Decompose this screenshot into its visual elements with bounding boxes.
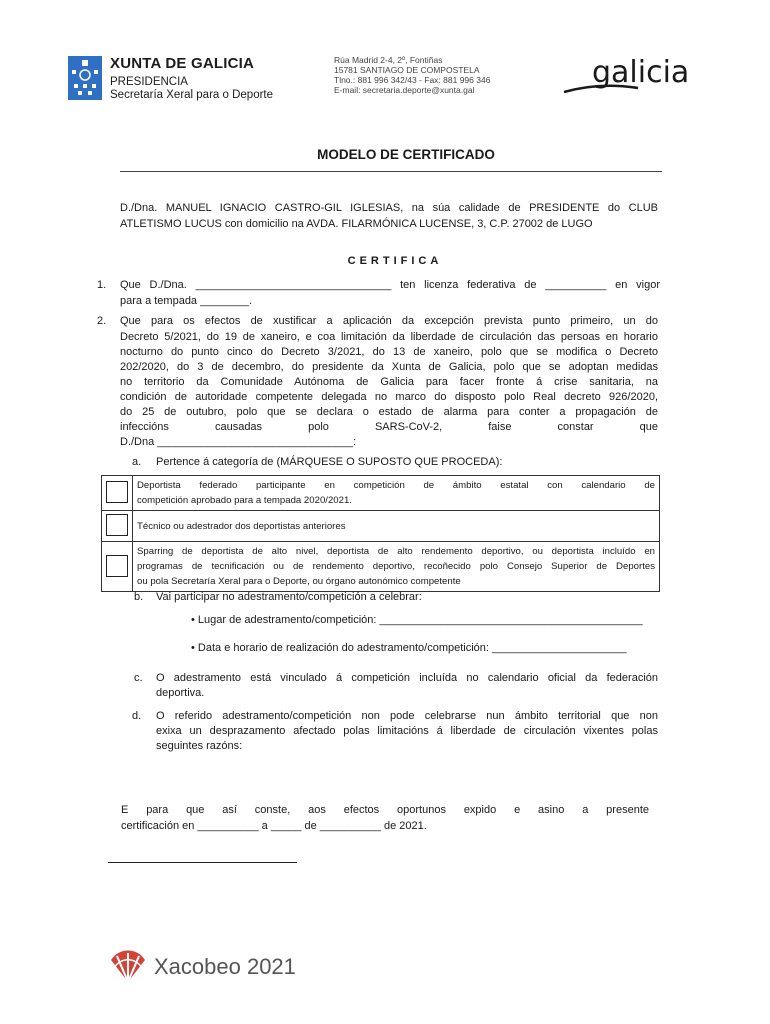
- sub-letter: c.: [134, 672, 143, 684]
- sub-d-line: seguintes razóns:: [156, 740, 243, 752]
- xunta-crest-logo: [68, 56, 102, 100]
- certifica-heading: CERTIFICA: [347, 255, 443, 267]
- address-line: Rúa Madrid 2-4, 2º, Fontiñas: [334, 55, 443, 65]
- option-text-line: Deportista federado participante en competición de ámbito estatal con calendario de: [137, 480, 655, 491]
- sub-a-text: Pertence á categoría de (MÁRQUESE O SUPOSTO QUE PROCEDA):: [156, 456, 503, 468]
- sub-b-text: Vai participar no adestramento/competición a celebrar:: [156, 591, 422, 603]
- intro-line: ATLETISMO LUCUS con domicilio na AVDA. FILARMÓNICA LUCENSE, 3, C.P. 27002 de LUGO: [120, 218, 593, 230]
- address-email: E-mail: secretaria.deporte@xunta.gal: [334, 85, 475, 95]
- item2-line: condición de autoridade competente delegada no marco do disposto polo Real decreto 926/2020,: [120, 391, 658, 403]
- sub-d-line: O referido adestramento/competición non pode celebrarse nun ámbito territorial que non: [156, 710, 658, 722]
- item1-line: para a tempada ________.: [120, 295, 253, 307]
- checkbox-federated-athlete[interactable]: [106, 481, 128, 503]
- option-label: [133, 476, 660, 511]
- table-row: [102, 511, 660, 542]
- category-options-table: [101, 475, 660, 592]
- option-text-line: competición aprobado para a tempada 2020/2021.: [137, 495, 352, 506]
- sub-c-line: O adestramento está vinculado á competición incluída no calendario oficial da federación: [156, 672, 658, 684]
- option-checkbox-cell[interactable]: [102, 542, 133, 592]
- option-label: [133, 511, 660, 542]
- option-text-line: ou pola Secretaría Xeral para o Deporte, ou órgano autonómico competente: [137, 576, 461, 587]
- sub-letter: d.: [132, 710, 142, 722]
- item1-line: Que D./Dna. ________________________________ ten licenza federativa de __________ en vigor: [120, 279, 660, 291]
- item2-line: Decreto 5/2021, do 19 de xaneiro, e coa limitación da liberdade de circulación das persoas en horario: [120, 331, 658, 343]
- option-label: [133, 542, 660, 592]
- option-checkbox-cell[interactable]: [102, 476, 133, 511]
- item2-line: 202/2020, do 3 de decembro, do presidente da Xunta de Galicia, polo que se adoptan medidas: [120, 361, 658, 373]
- checkbox-sparring[interactable]: [106, 555, 128, 577]
- item2-line: do 25 de outubro, polo que se declara o estado de alarma para conter a propagación de: [120, 406, 658, 418]
- org-secretariat: Secretaría Xeral para o Deporte: [110, 89, 274, 101]
- address-line: 15781 SANTIAGO DE COMPOSTELA: [334, 65, 480, 75]
- xacobeo-logo: [108, 946, 318, 991]
- table-row: [102, 542, 660, 592]
- item2-line: nocturno do punto cinco do Decreto 3/2021, do 13 de xaneiro, polo que se modifica o Decreto: [120, 346, 658, 358]
- org-department: PRESIDENCIA: [110, 76, 188, 88]
- signature-line[interactable]: [108, 862, 297, 863]
- item2-line: Que para os efectos de xustificar a aplicación da excepción prevista punto primeiro, un do: [120, 315, 658, 327]
- option-text-line: Técnico ou adestrador dos deportistas anteriores: [137, 520, 346, 532]
- sub-letter: a.: [132, 456, 142, 468]
- item2-line: infeccións causadas polo SARS-CoV-2, faise constar que: [120, 421, 658, 433]
- training-place-field[interactable]: • Lugar de adestramento/competición: ___________________________________________: [191, 614, 643, 626]
- scallop-shell-icon: [111, 951, 145, 982]
- sub-c-line: deportiva.: [156, 687, 205, 699]
- checkbox-coach[interactable]: [106, 514, 128, 536]
- option-text-line: programas de tecnificación ou de rendemento deportivo, recoñecido polo Consejo Superior de Deportes: [137, 561, 655, 572]
- document-title: MODELO DE CERTIFICADO: [317, 147, 495, 162]
- sub-d-line: exixa un desprazamento afectado polas limitacións á liberdade de circulación vixentes polas: [156, 725, 658, 737]
- item-number: 1.: [97, 279, 107, 291]
- closing-date-line[interactable]: certificación en __________ a _____ de __________ de 2021.: [121, 820, 427, 832]
- item2-line: no territorio da Comunidade Autónoma de Galicia para facer fronte á crise sanitaria, na: [120, 376, 658, 388]
- org-title: XUNTA DE GALICIA: [110, 55, 255, 72]
- address-phone: Tlno.: 881 996 342/43 - Fax: 881 996 346: [334, 75, 491, 85]
- sub-letter: b.: [134, 591, 144, 603]
- item2-line: D./Dna ________________________________:: [120, 436, 357, 448]
- galicia-wordmark: galicia: [592, 55, 690, 90]
- intro-line: D./Dna. MANUEL IGNACIO CASTRO-GIL IGLESIAS, na súa calidade de PRESIDENTE do CLUB: [120, 202, 658, 214]
- option-checkbox-cell[interactable]: [102, 511, 133, 542]
- table-row: [102, 476, 660, 511]
- training-date-field[interactable]: • Data e horario de realización do adestramento/competición: ______________________: [191, 642, 627, 654]
- closing-line: E para que así conste, aos efectos oportunos expido e asino a presente: [121, 804, 649, 816]
- item-number: 2.: [97, 315, 107, 327]
- galicia-brand-logo: [560, 52, 705, 100]
- option-text-line: Sparring de deportista de alto nivel, deportista de alto rendemento deportivo, ou deportista incluído en: [137, 546, 655, 557]
- xacobeo-wordmark: Xacobeo 2021: [154, 954, 296, 979]
- title-divider: [120, 171, 662, 172]
